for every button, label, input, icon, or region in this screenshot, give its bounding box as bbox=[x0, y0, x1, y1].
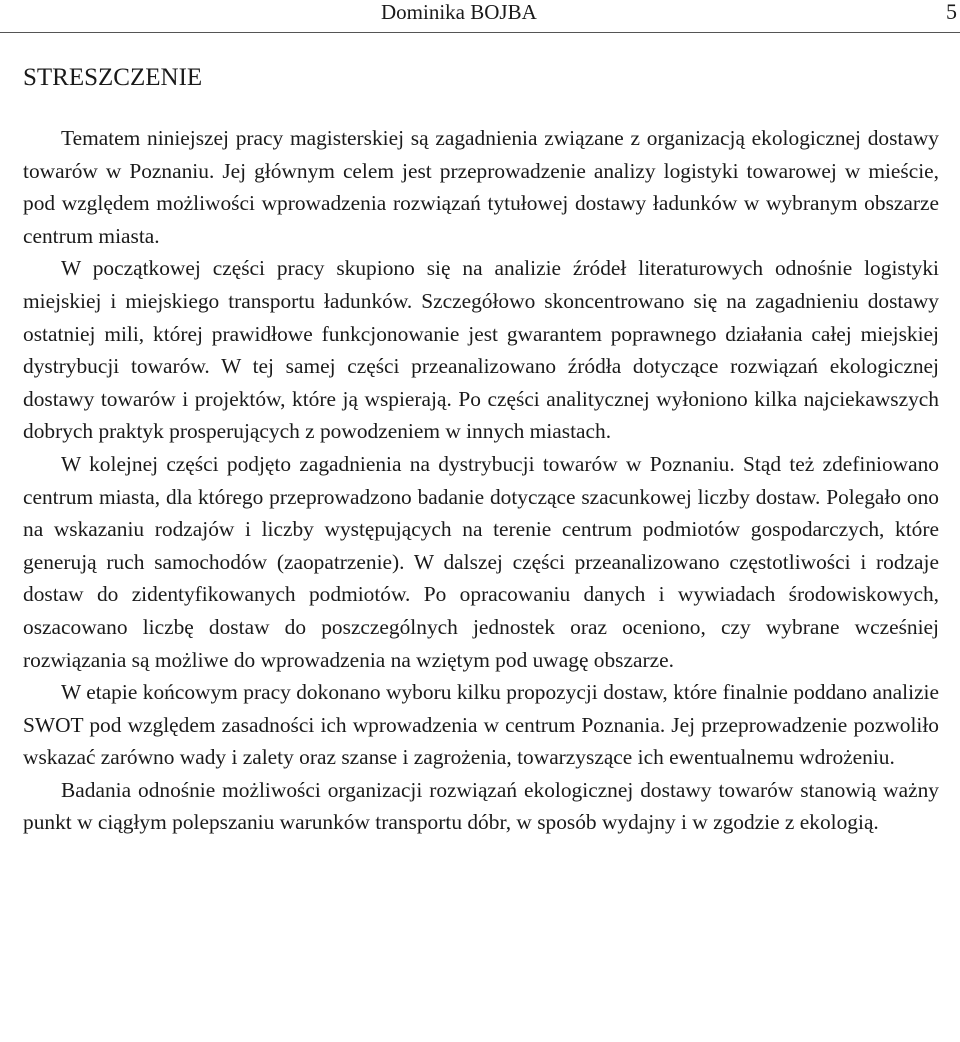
abstract-paragraph: W etapie końcowym pracy dokonano wyboru kilku propozycji dostaw, które finalnie poddano analizie SWOT pod względem zasadności ich wprowadzenia w centrum Poznania. Jej przeprowadzenie pozwoliło wskazać zarówno wady i zalety oraz szanse i zagrożenia, towarzyszące ich ewentualnemu wdrożeniu. bbox=[23, 680, 939, 770]
abstract-body bbox=[23, 122, 939, 839]
page-header bbox=[0, 0, 960, 33]
running-header-author: Dominika BOJBA bbox=[381, 0, 537, 24]
abstract-paragraph: W kolejnej części podjęto zagadnienia na dystrybucji towarów w Poznaniu. Stąd też zdefiniowano centrum miasta, dla którego przeprowadzono badanie dotyczące szacunkowej liczby dostaw. Polegało ono na wskazaniu rodzajów i liczby występujących na terenie centrum podmiotów gospodarczych, które generują ruch samochodów (zaopatrzenie). W dalszej części przeanalizowano częstotliwości i rodzaje dostaw do zidentyfikowanych podmiotów. Po opracowaniu danych i wywiadach środowiskowych, oszacowano liczbę dostaw do poszczególnych jednostek oraz oceniono, czy wybrane wcześniej rozwiązania są możliwe do wprowadzenia na wziętym pod uwagę obszarze. bbox=[23, 451, 939, 672]
abstract-paragraph: Badania odnośnie możliwości organizacji rozwiązań ekologicznej dostawy towarów stanowią ważny punkt w ciągłym polepszaniu warunków transportu dóbr, w sposób wydajny i w zgodzie z ekologią. bbox=[23, 777, 939, 835]
page-number: 5 bbox=[946, 0, 957, 24]
section-title: STRESZCZENIE bbox=[23, 64, 203, 91]
abstract-paragraph: W początkowej części pracy skupiono się na analizie źródeł literaturowych odnośnie logistyki miejskiej i miejskiego transportu ładunków. Szczegółowo skoncentrowano się na zagadnieniu dostawy ostatniej mili, której prawidłowe funkcjonowanie jest gwarantem poprawnego działania całej miejskiej dystrybucji towarów. W tej samej części przeanalizowano źródła dotyczące rozwiązań ekologicznej dostawy towarów i projektów, które ją wspierają. Po części analitycznej wyłoniono kilka najciekawszych dobrych praktyk prosperujących z powodzeniem w innych miastach. bbox=[23, 256, 939, 444]
abstract-paragraph: Tematem niniejszej pracy magisterskiej są zagadnienia związane z organizacją ekologicznej dostawy towarów w Poznaniu. Jej głównym celem jest przeprowadzenie analizy logistyki towarowej w mieście, pod względem możliwości wprowadzenia rozwiązań tytułowej dostawy ładunków w wybranym obszarze centrum miasta. bbox=[23, 126, 939, 248]
